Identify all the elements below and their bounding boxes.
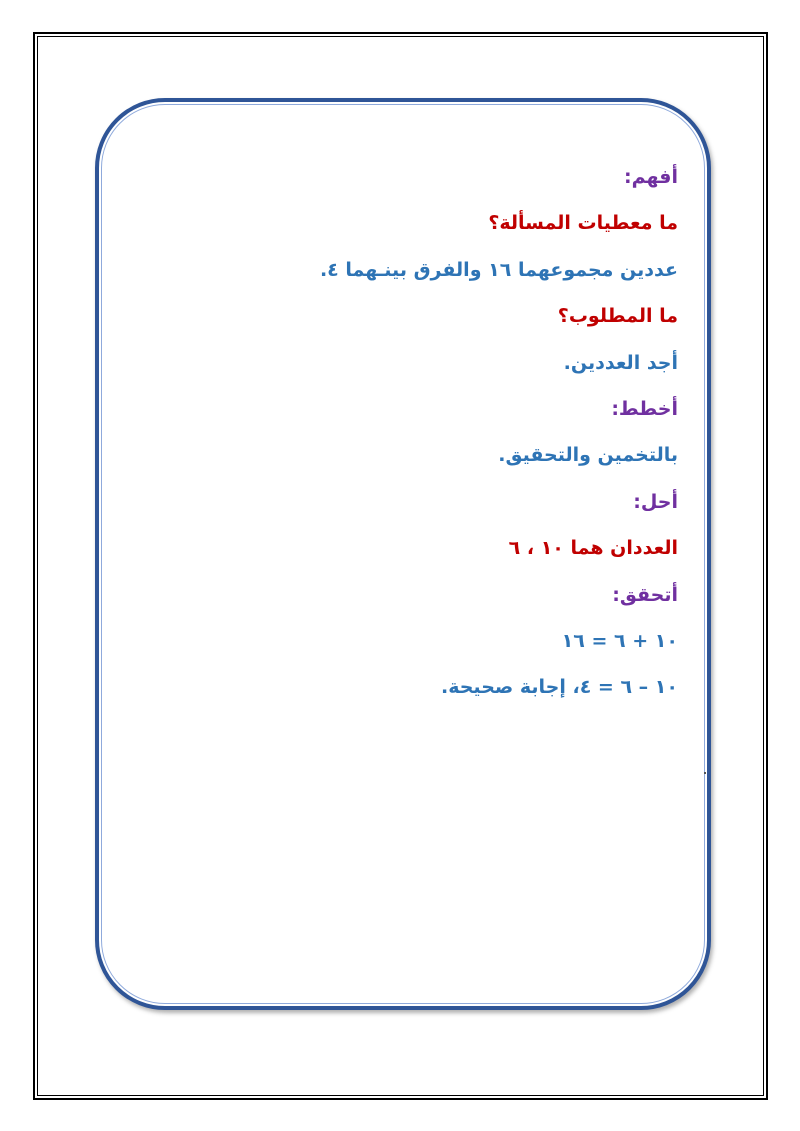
worksheet-content (118, 164, 678, 721)
plan-heading: أخطط: (611, 397, 678, 420)
check-heading: أتحقق: (612, 583, 678, 606)
understand-heading: أفهم: (624, 166, 678, 188)
solve-answer: العددان هما ١٠ ، ٦ (508, 537, 678, 560)
stray-dot (704, 772, 706, 774)
check-sum: ١٠ + ٦ = ١٦ (561, 629, 678, 652)
required-question: ما المطلوب؟ (557, 305, 678, 328)
givens-question: ما معطيات المسألة؟ (488, 212, 678, 235)
required-answer: أجد العددين. (563, 351, 678, 374)
check-difference: ١٠ – ٦ = ٤، إجابة صحيحة. (441, 676, 678, 699)
solve-heading: أحل: (633, 490, 678, 513)
plan-answer: بالتخمين والتحقيق. (498, 444, 678, 467)
givens-answer: عددين مجموعهما ١٦ والفرق بينـهما ٤. (319, 258, 678, 281)
